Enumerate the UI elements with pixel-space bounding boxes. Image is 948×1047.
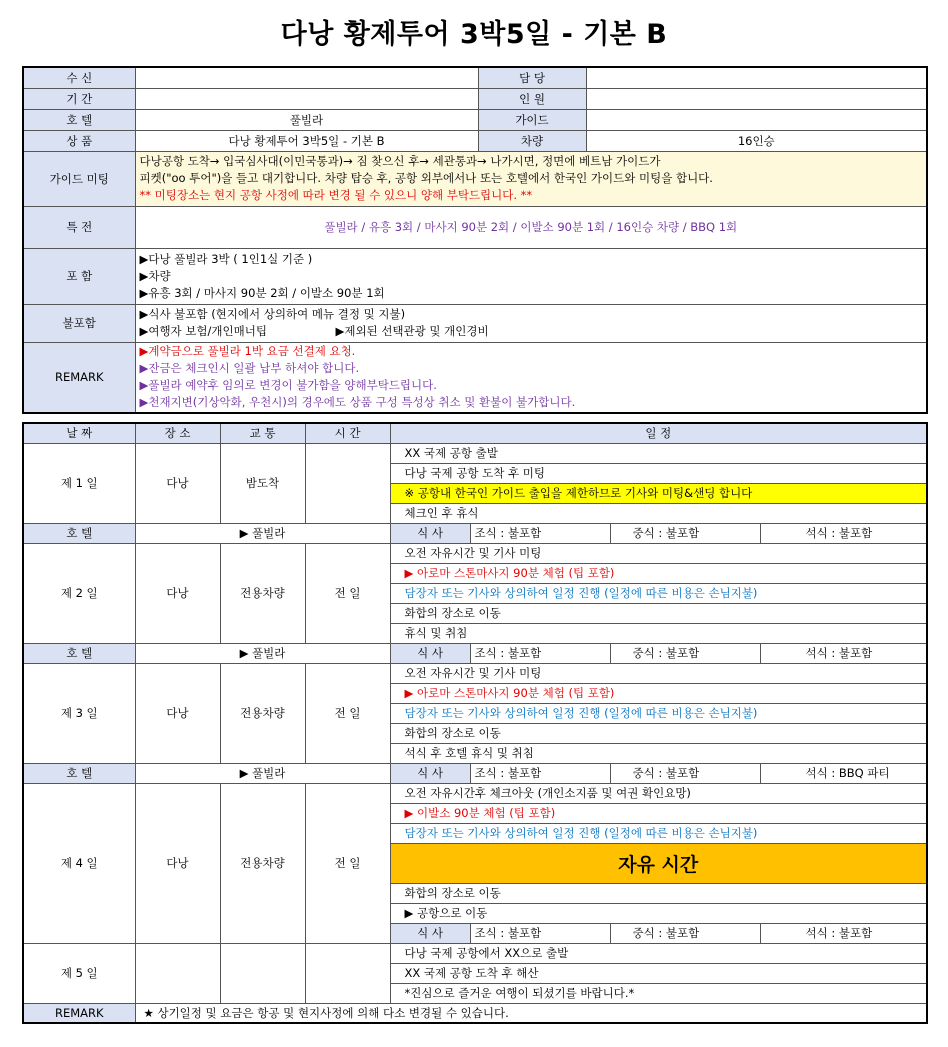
- day-time: 전 일: [305, 663, 390, 763]
- hotel-label: 호 텔: [23, 643, 135, 663]
- hotel-row: [23, 523, 927, 543]
- include-item: ▶차량: [139, 268, 171, 283]
- meeting-warning: ** 미팅장소는 현지 공항 사정에 따라 변경 될 수 있으니 양해 부탁드립니다. **: [139, 188, 533, 202]
- itinerary-item: 오전 자유시간후 체크아웃 (개인소지품 및 여권 확인요망): [390, 783, 927, 803]
- itinerary-item: 다낭 국제 공항 도착 후 미팅: [390, 463, 927, 483]
- meeting-line: 다낭공항 도착→ 입국심사대(이민국통과)→ 짐 찾으신 후→ 세관통과→ 나가시면, 정면에 베트남 가이드가: [139, 154, 661, 168]
- meal-label: 식 사: [390, 923, 470, 943]
- meal-dinner: 석식 : 불포함: [760, 523, 927, 543]
- period-label: 기 간: [23, 88, 135, 109]
- itinerary-item: XX 국제 공항 도착 후 해산: [390, 963, 927, 983]
- hotel-row: [23, 763, 927, 783]
- table-row: [23, 543, 927, 563]
- meal-dinner: 석식 : 불포함: [760, 643, 927, 663]
- remark-label: REMARK: [23, 1003, 135, 1023]
- table-row: [23, 443, 927, 463]
- meeting-info: [135, 151, 927, 206]
- guide-value: [586, 109, 927, 130]
- exclude-item: ▶식사 불포함 (현지에서 상의하여 메뉴 결정 및 지불): [139, 307, 406, 321]
- header-place: 장 소: [135, 423, 220, 443]
- hotel-value: 풀빌라: [135, 109, 478, 130]
- header-date: 날 짜: [23, 423, 135, 443]
- itinerary-item: XX 국제 공항 출발: [390, 443, 927, 463]
- page-title: 다낭 황제투어 3박5일 - 기본 B: [280, 19, 668, 50]
- exclude-list: [135, 304, 927, 342]
- day-label: 제 5 일: [23, 943, 135, 1003]
- itinerary-item: 담장자 또는 기사와 상의하여 일정 진행 (일정에 따른 비용은 손님지불): [390, 703, 927, 723]
- manager-label: 담 당: [478, 67, 586, 88]
- hotel-row: [23, 643, 927, 663]
- recipient-value: [135, 67, 478, 88]
- meal-dinner: 석식 : BBQ 파티: [760, 763, 927, 783]
- hotel-value: ▶ 풀빌라: [135, 763, 390, 783]
- itinerary-item: ▶ 공항으로 이동: [390, 903, 927, 923]
- day-place: [135, 943, 220, 1003]
- itinerary-item: ▶ 이발소 90분 체험 (팁 포함): [390, 803, 927, 823]
- remark-label: REMARK: [23, 342, 135, 413]
- meeting-label: 가이드 미팅: [23, 151, 135, 206]
- meal-label: 식 사: [390, 643, 470, 663]
- itinerary-item: ▶ 아로마 스톤마사지 90분 체험 (팁 포함): [390, 683, 927, 703]
- day-transport: 전용차량: [220, 663, 305, 763]
- header-transport: 교 통: [220, 423, 305, 443]
- vehicle-value: 16인승: [586, 130, 927, 151]
- hotel-label: 호 텔: [23, 763, 135, 783]
- include-item: ▶다낭 풀빌라 3박 ( 1인1실 기준 ): [139, 251, 313, 266]
- meal-lunch: 중식 : 불포함: [610, 523, 760, 543]
- day-time: 전 일: [305, 543, 390, 643]
- hotel-value: ▶ 풀빌라: [135, 643, 390, 663]
- itinerary-item: *진심으로 즐거운 여행이 되셨기를 바랍니다.*: [390, 983, 927, 1003]
- day-place: 다낭: [135, 663, 220, 763]
- guide-label: 가이드: [478, 109, 586, 130]
- include-label: 포 함: [23, 248, 135, 304]
- day-place: 다낭: [135, 543, 220, 643]
- meal-lunch: 중식 : 불포함: [610, 923, 760, 943]
- day-transport: [220, 943, 305, 1003]
- meal-lunch: 중식 : 불포함: [610, 763, 760, 783]
- exclude-label: 불포함: [23, 304, 135, 342]
- meal-breakfast: 조식 : 불포함: [470, 523, 610, 543]
- header-itinerary: 일 정: [390, 423, 927, 443]
- itinerary-item: 화합의 장소로 이동: [390, 603, 927, 623]
- remark-item: ▶천재지변(기상악화, 우천시)의 경우에도 상품 구성 특성상 취소 및 환불이 불가합니다.: [139, 395, 576, 410]
- day-time: [305, 943, 390, 1003]
- itinerary-item: 오전 자유시간 및 기사 미팅: [390, 543, 927, 563]
- itinerary-item: 화합의 장소로 이동: [390, 723, 927, 743]
- include-item: ▶유흥 3회 / 마사지 90분 2회 / 이발소 90분 1회: [139, 285, 385, 300]
- hotel-value: ▶ 풀빌라: [135, 523, 390, 543]
- itinerary-item: 석식 후 호텔 휴식 및 취침: [390, 743, 927, 763]
- people-value: [586, 88, 927, 109]
- remark-list: [135, 342, 927, 413]
- day-place: 다낭: [135, 783, 220, 943]
- product-value: 다낭 황제투어 3박5일 - 기본 B: [135, 130, 478, 151]
- day-label: 제 4 일: [23, 783, 135, 943]
- header-time: 시 간: [305, 423, 390, 443]
- itinerary-item: 화합의 장소로 이동: [390, 883, 927, 903]
- vehicle-label: 차량: [478, 130, 586, 151]
- itinerary-item: 담장자 또는 기사와 상의하여 일정 진행 (일정에 따른 비용은 손님지불): [390, 583, 927, 603]
- remark-item: ▶잔금은 체크인시 일괄 납부 하셔야 합니다.: [139, 361, 360, 376]
- day-place: 다낭: [135, 443, 220, 523]
- free-time-banner: 자유 시간: [390, 843, 927, 883]
- itinerary-item: 다낭 국제 공항에서 XX으로 출발: [390, 943, 927, 963]
- day-time: [305, 443, 390, 523]
- day-label: 제 2 일: [23, 543, 135, 643]
- include-list: [135, 248, 927, 304]
- hotel-label: 호 텔: [23, 109, 135, 130]
- itinerary-notice: ※ 공항내 한국인 가이드 출입을 제한하므로 기사와 미팅&샌딩 합니다: [390, 483, 927, 503]
- meal-breakfast: 조식 : 불포함: [470, 643, 610, 663]
- meeting-line: 피켓("oo 투어")을 들고 대기합니다. 차량 탑승 후, 공항 외부에서나 또는 호텔에서 한국인 가이드와 미팅을 합니다.: [139, 171, 713, 185]
- table-row: [23, 783, 927, 803]
- itinerary-item: 오전 자유시간 및 기사 미팅: [390, 663, 927, 683]
- period-value: [135, 88, 478, 109]
- exclude-item: ▶여행자 보험/개인매너팁: [139, 324, 267, 338]
- day-label: 제 1 일: [23, 443, 135, 523]
- manager-value: [586, 67, 927, 88]
- meal-label: 식 사: [390, 763, 470, 783]
- day-transport: 전용차량: [220, 783, 305, 943]
- meal-breakfast: 조식 : 불포함: [470, 763, 610, 783]
- hotel-label: 호 텔: [23, 523, 135, 543]
- meal-breakfast: 조식 : 불포함: [470, 923, 610, 943]
- remark-item: ▶풀빌라 예약후 임의로 변경이 불가함을 양해부탁드립니다.: [139, 378, 437, 393]
- special-label: 특 전: [23, 206, 135, 248]
- product-label: 상 품: [23, 130, 135, 151]
- remark-value: ★ 상기일정 및 요금은 항공 및 현지사정에 의해 다소 변경될 수 있습니다.: [135, 1003, 927, 1023]
- meal-lunch: 중식 : 불포함: [610, 643, 760, 663]
- day-transport: 밤도착: [220, 443, 305, 523]
- remark-row: [23, 1003, 927, 1023]
- itinerary-item: ▶ 아로마 스톤마사지 90분 체험 (팁 포함): [390, 563, 927, 583]
- day-label: 제 3 일: [23, 663, 135, 763]
- table-row: [23, 943, 927, 963]
- itinerary-item: 담장자 또는 기사와 상의하여 일정 진행 (일정에 따른 비용은 손님지불): [390, 823, 927, 843]
- day-time: 전 일: [305, 783, 390, 943]
- recipient-label: 수 신: [23, 67, 135, 88]
- table-row: [23, 663, 927, 683]
- remark-item: ▶계약금으로 풀빌라 1박 요금 선결제 요청.: [139, 344, 356, 359]
- day-transport: 전용차량: [220, 543, 305, 643]
- people-label: 인 원: [478, 88, 586, 109]
- exclude-item: ▶제외된 선택관광 및 개인경비: [335, 324, 489, 338]
- schedule-table: [22, 422, 928, 1024]
- itinerary-item: 체크인 후 휴식: [390, 503, 927, 523]
- info-table: [22, 66, 928, 414]
- itinerary-item: 휴식 및 취침: [390, 623, 927, 643]
- special-value: 풀빌라 / 유흥 3회 / 마사지 90분 2회 / 이발소 90분 1회 / 16인승 차량 / BBQ 1회: [135, 206, 927, 248]
- meal-dinner: 석식 : 불포함: [760, 923, 927, 943]
- meal-label: 식 사: [390, 523, 470, 543]
